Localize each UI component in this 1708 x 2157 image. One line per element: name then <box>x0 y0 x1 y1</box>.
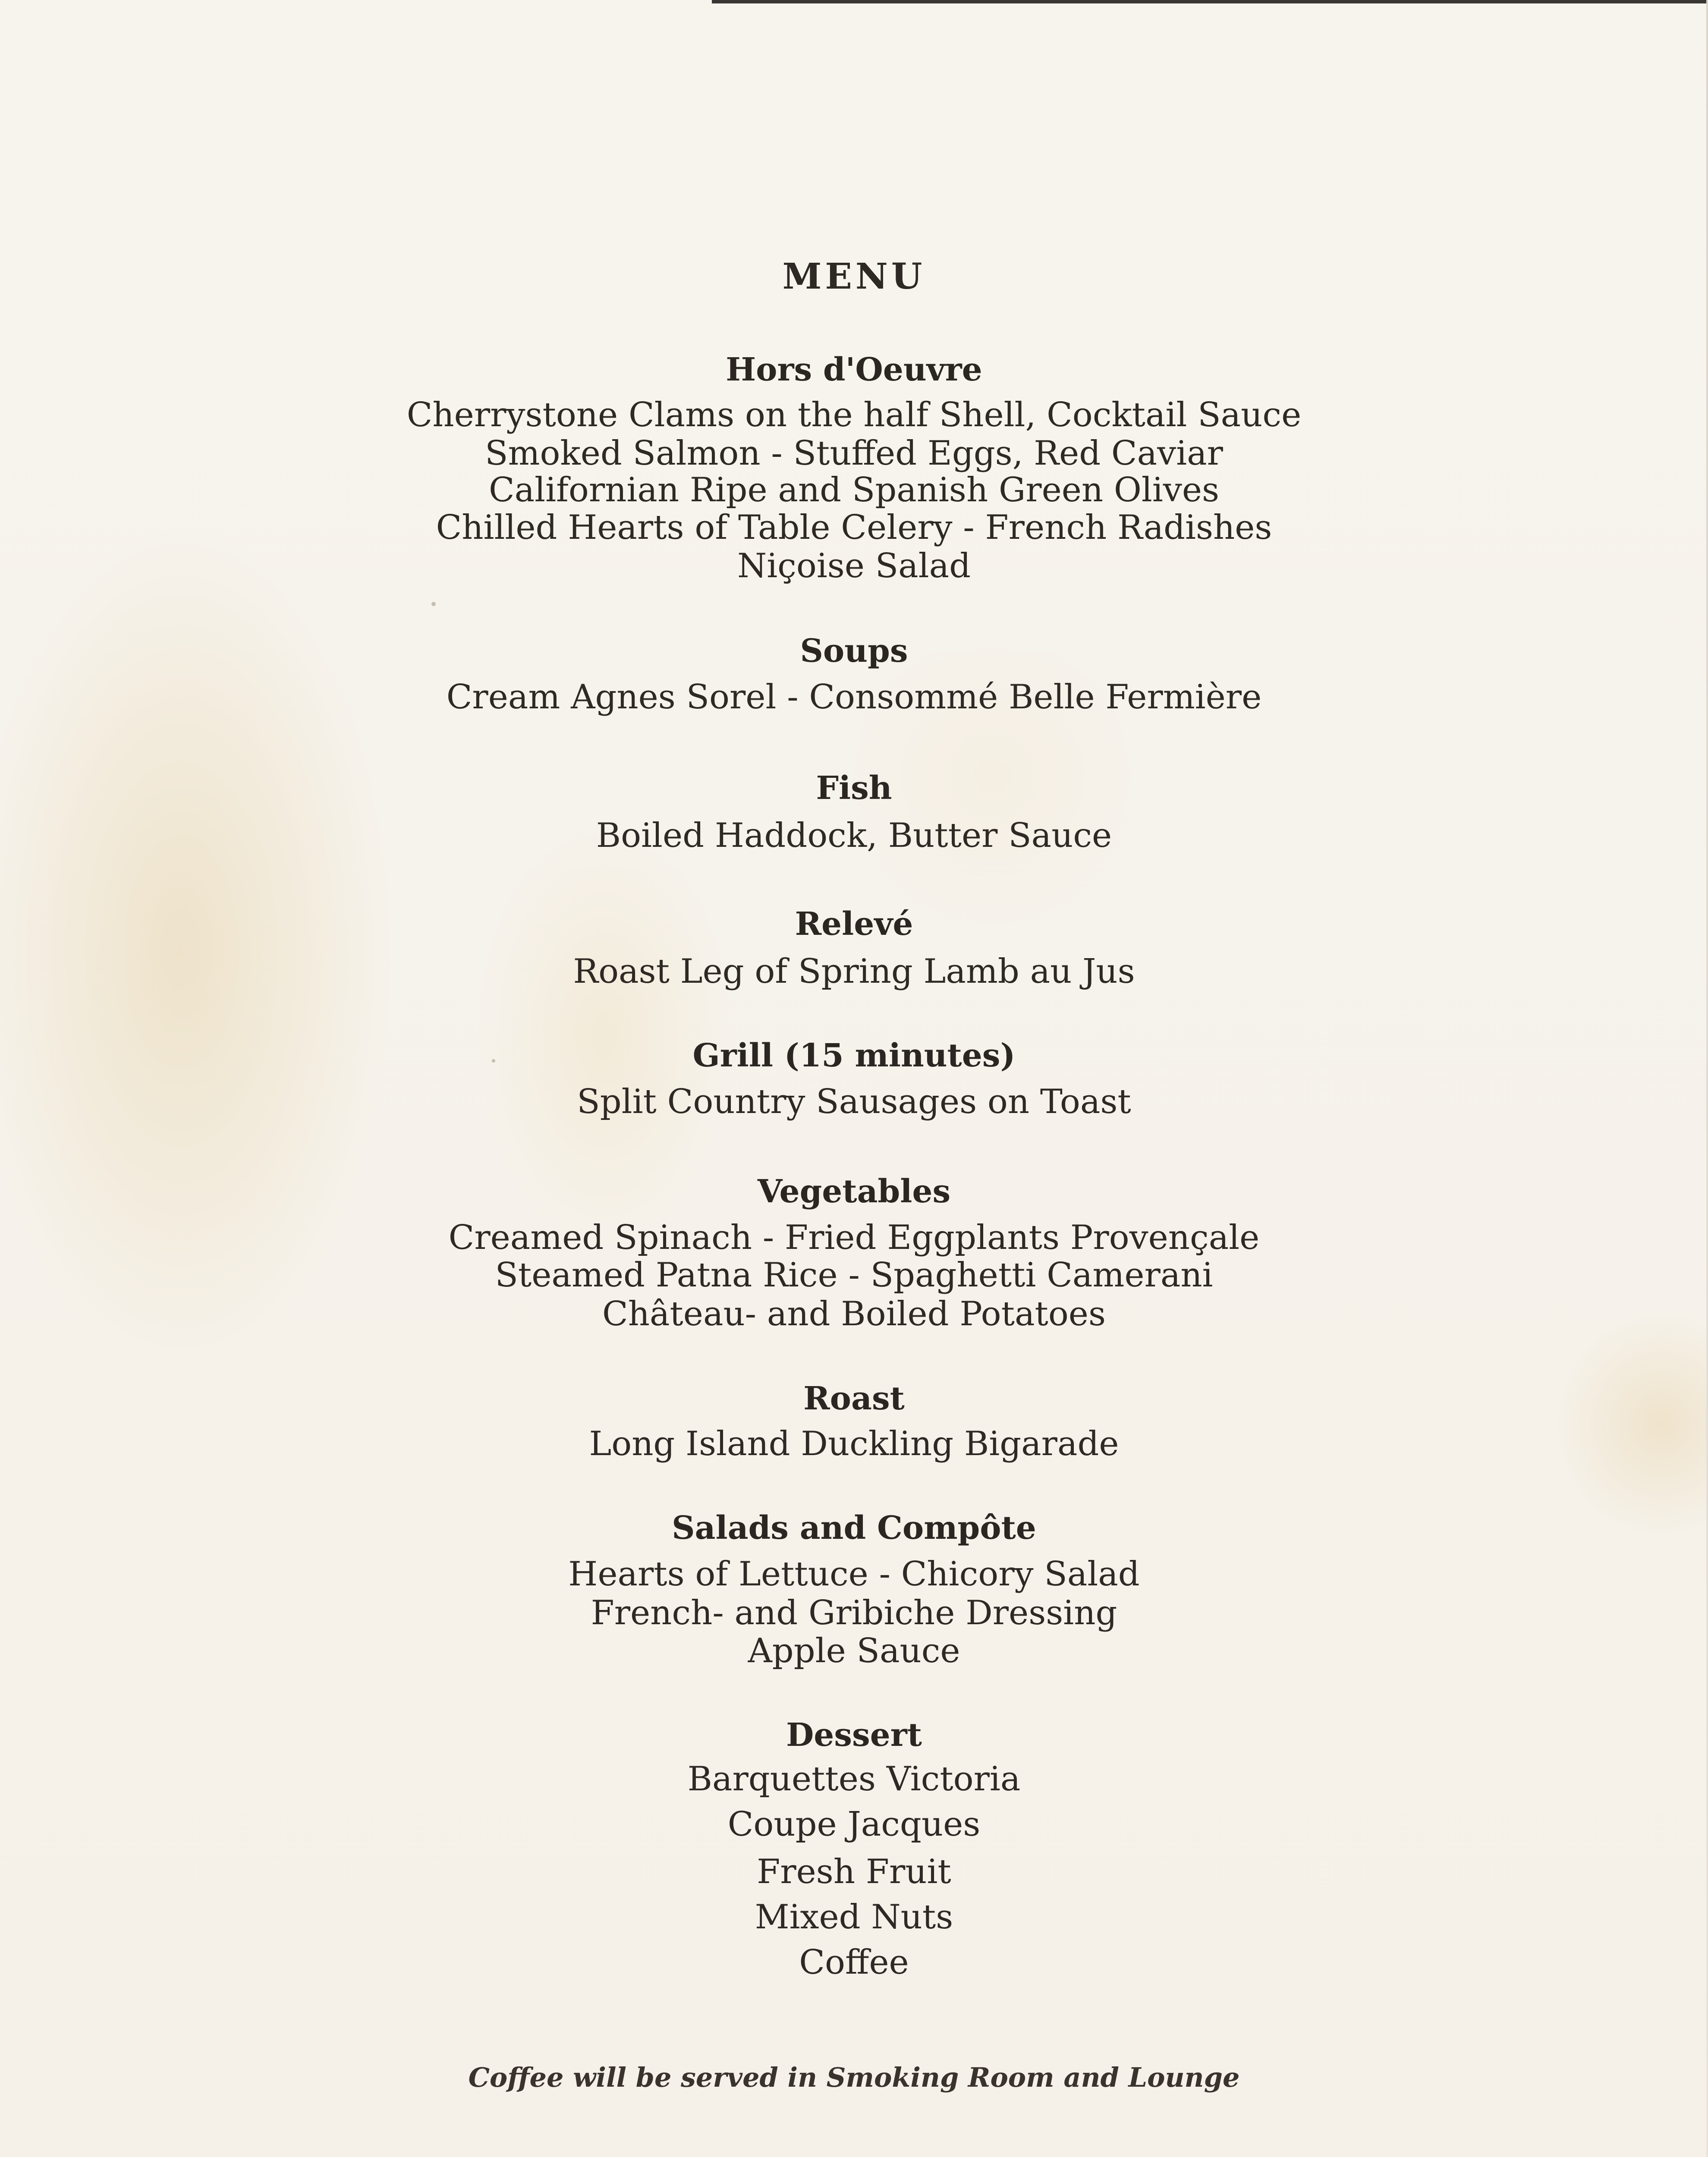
footer-note: Coffee will be served in Smoking Room and Lounge <box>468 2062 1240 2093</box>
menu-item: French- and Gribiche Dressing <box>591 1594 1117 1632</box>
menu-title: MENU <box>782 256 926 297</box>
section-heading-releve: Relevé <box>795 906 913 943</box>
menu-item: Creamed Spinach - Fried Eggplants Provençale <box>448 1218 1260 1257</box>
menu-item: Smoked Salmon - Stuffed Eggs, Red Caviar <box>485 434 1223 473</box>
menu-item: Split Country Sausages on Toast <box>577 1082 1131 1121</box>
menu-item: Fresh Fruit <box>757 1852 951 1891</box>
menu-item: Apple Sauce <box>748 1632 960 1670</box>
section-heading-roast: Roast <box>803 1380 905 1417</box>
menu-item: Chilled Hearts of Table Celery - French Radishes <box>436 508 1272 547</box>
menu-item: Cherrystone Clams on the half Shell, Cocktail Sauce <box>406 396 1302 434</box>
section-heading-grill: Grill (15 minutes) <box>692 1037 1016 1074</box>
section-heading-dessert: Dessert <box>786 1717 922 1754</box>
menu-item: Californian Ripe and Spanish Green Olives <box>488 471 1220 509</box>
menu-item: Château- and Boiled Potatoes <box>602 1295 1106 1333</box>
paper-speck <box>431 602 436 606</box>
menu-item: Mixed Nuts <box>755 1898 953 1937</box>
section-heading-soups: Soups <box>800 632 908 670</box>
section-heading-fish: Fish <box>816 770 892 807</box>
menu-item: Coupe Jacques <box>727 1805 981 1844</box>
menu-item: Cream Agnes Sorel - Consommé Belle Fermière <box>446 678 1262 717</box>
menu-item: Coffee <box>799 1943 909 1982</box>
section-heading-salads: Salads and Compôte <box>672 1509 1036 1547</box>
section-heading-vegetables: Vegetables <box>757 1173 951 1210</box>
section-heading-hors-doeuvre: Hors d'Oeuvre <box>726 351 982 388</box>
menu-item: Roast Leg of Spring Lamb au Jus <box>573 952 1135 991</box>
menu-item: Barquettes Victoria <box>687 1760 1021 1799</box>
menu-item: Long Island Duckling Bigarade <box>589 1424 1119 1463</box>
menu-item: Hearts of Lettuce - Chicory Salad <box>568 1555 1140 1594</box>
menu-item: Steamed Patna Rice - Spaghetti Camerani <box>495 1256 1213 1295</box>
menu-item: Niçoise Salad <box>737 547 971 585</box>
top-edge-shadow <box>712 0 1708 3</box>
menu-item: Boiled Haddock, Butter Sauce <box>596 816 1112 855</box>
